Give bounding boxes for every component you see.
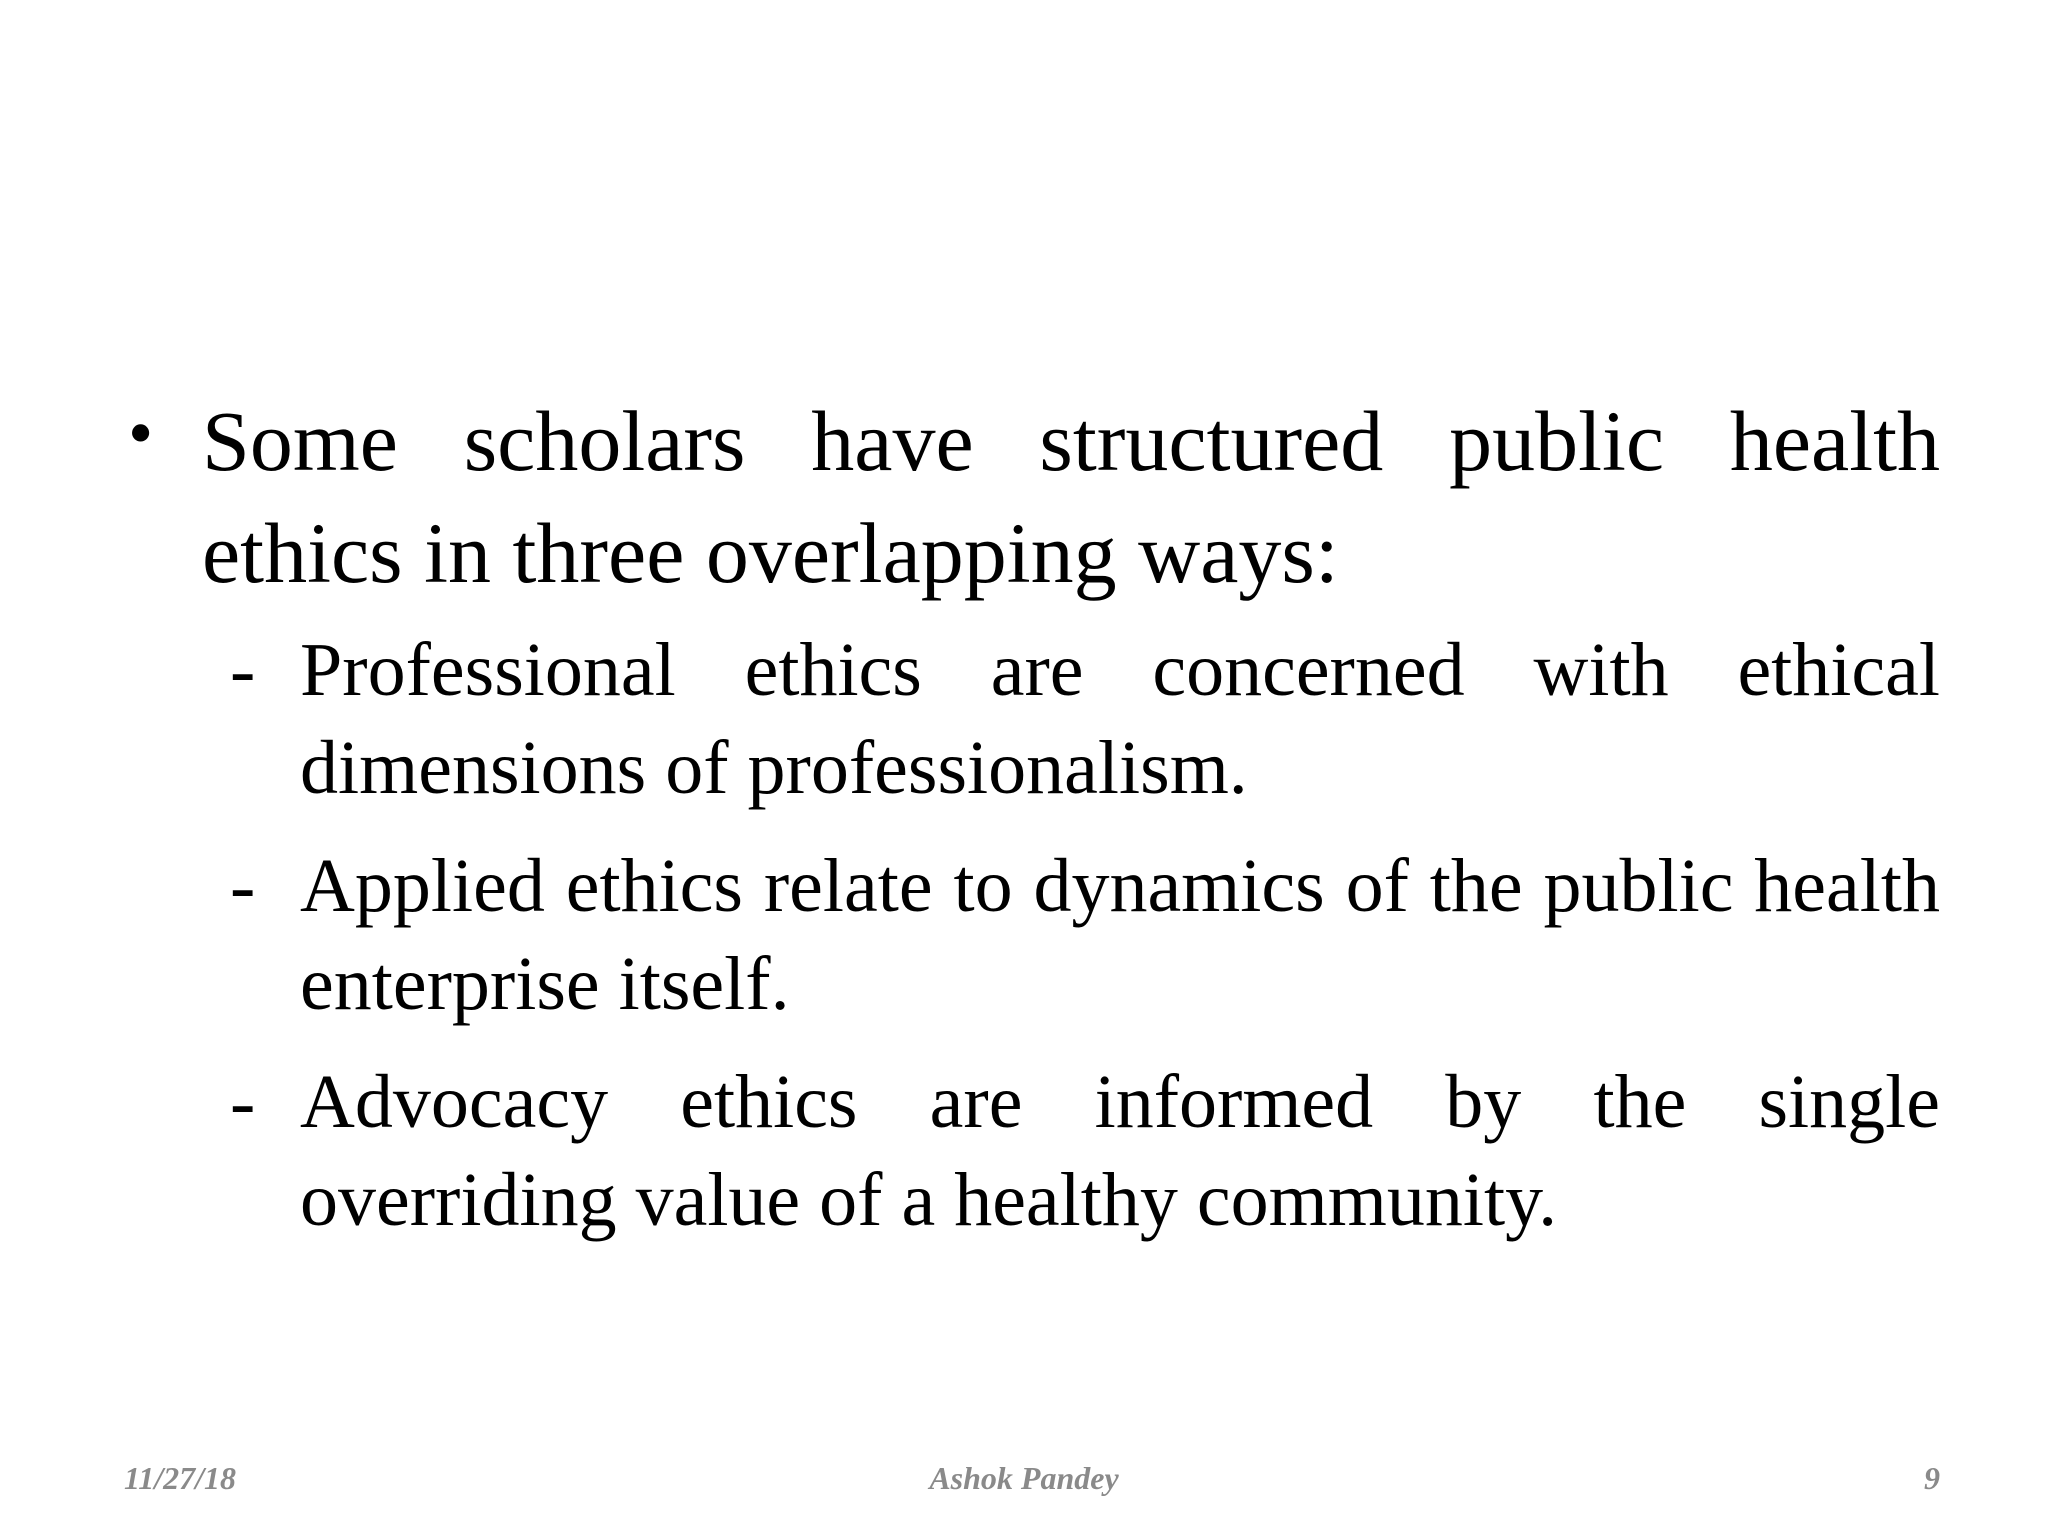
bullet-icon: • bbox=[128, 393, 154, 473]
sub-bullet-list bbox=[230, 621, 1940, 1249]
main-bullet-text: Some scholars have structured public health ethics in three overlapping ways: bbox=[202, 393, 1940, 601]
dash-icon: - bbox=[230, 844, 256, 928]
sub-bullet-item bbox=[230, 1053, 1940, 1249]
slide-body bbox=[120, 385, 1940, 1269]
dash-icon: - bbox=[230, 628, 256, 712]
footer-date: 11/27/18 bbox=[124, 1460, 237, 1496]
sub-bullet-item bbox=[230, 837, 1940, 1033]
main-bullet bbox=[120, 385, 1940, 609]
sub-bullet-item bbox=[230, 621, 1940, 817]
sub-bullet-text: Applied ethics relate to dynamics of the public health enterprise itself. bbox=[300, 844, 1940, 1026]
dash-icon: - bbox=[230, 1060, 256, 1144]
sub-bullet-text: Professional ethics are concerned with ethical dimensions of professionalism. bbox=[300, 628, 1940, 810]
footer-author: Ashok Pandey bbox=[929, 1460, 1119, 1496]
sub-bullet-text: Advocacy ethics are informed by the single overriding value of a healthy community. bbox=[300, 1060, 1940, 1242]
footer-page-number: 9 bbox=[1924, 1460, 1940, 1496]
